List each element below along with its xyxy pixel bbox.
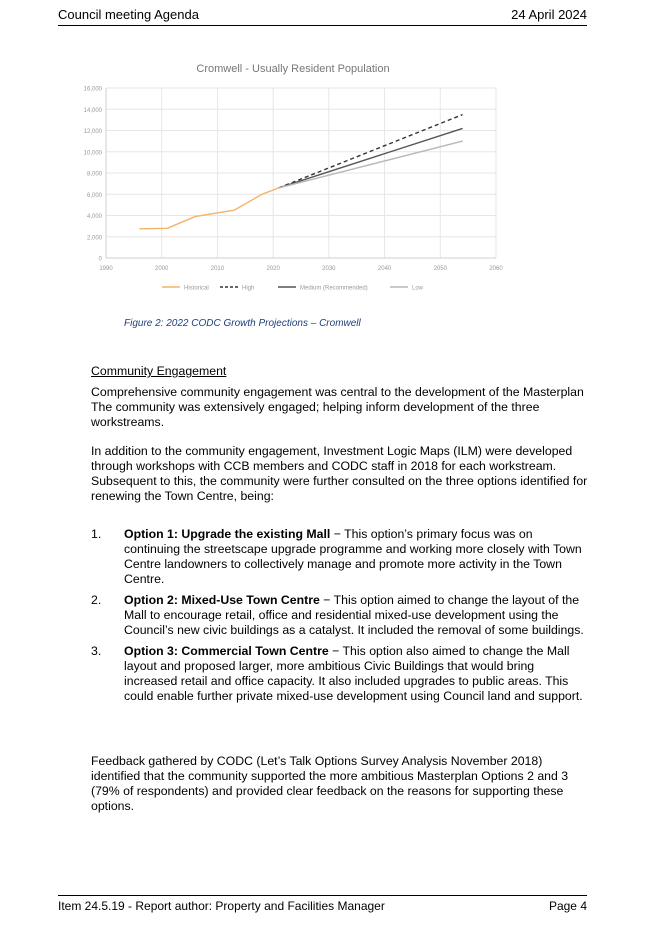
y-tick-label: 2,000 bbox=[86, 235, 102, 242]
x-tick-label: 2050 bbox=[433, 266, 447, 272]
y-tick-label: 4,000 bbox=[86, 214, 102, 220]
x-tick-label: 2000 bbox=[155, 266, 169, 272]
y-tick-label: 14,000 bbox=[83, 107, 102, 114]
section-heading: Community Engagement bbox=[91, 364, 227, 378]
list-number: 2. bbox=[91, 593, 102, 607]
figure-caption: Figure 2: 2022 CODC Growth Projections – Cromwell bbox=[124, 318, 361, 329]
list-item bbox=[91, 527, 588, 587]
y-tick-label: 0 bbox=[98, 256, 102, 263]
legend-label: Medium (Recommended) bbox=[300, 285, 368, 292]
population-chart bbox=[80, 55, 520, 300]
y-tick-label: 10,000 bbox=[83, 150, 102, 157]
x-tick-label: 2030 bbox=[322, 266, 336, 272]
chart-title: Cromwell - Usually Resident Population bbox=[196, 63, 390, 75]
paragraph-ilm: In addition to the community engagement, Investment Logic Maps (ILM) were developed through workshops with CCB members and CODC staff in 2018 for each workstream. Subsequent to this, the community were further consulted on the three options identified for renewing the Town Centre, being: bbox=[91, 444, 588, 503]
header-date: 24 April 2024 bbox=[511, 7, 587, 22]
footer-page: Page 4 bbox=[548, 899, 587, 913]
option-title: Option 2: Mixed-Use Town Centre bbox=[124, 593, 320, 607]
page-footer bbox=[58, 895, 587, 916]
page-header bbox=[58, 7, 587, 26]
y-tick-label: 16,000 bbox=[83, 86, 102, 93]
options-list bbox=[91, 527, 588, 710]
footer-item: Item 24.5.19 - Report author: Property and Facilities Manager bbox=[58, 899, 385, 913]
list-number: 3. bbox=[91, 644, 102, 658]
option-text: − This option aimed to change the layout of the Mall to encourage retail, office and residential mixed-use development using the Council’s new civic buildings as a catalyst. It included the removal of some buildings. bbox=[124, 593, 584, 637]
option-title: Option 3: Commercial Town Centre bbox=[124, 644, 329, 658]
list-item bbox=[91, 593, 588, 638]
list-number: 1. bbox=[91, 527, 102, 541]
y-tick-label: 12,000 bbox=[83, 129, 102, 135]
series-line-low bbox=[279, 141, 463, 188]
paragraph-engagement: Comprehensive community engagement was central to the development of the Masterplan The community was extensively engaged; helping inform development of the three workstreams. bbox=[91, 385, 584, 429]
paragraph-feedback: Feedback gathered by CODC (Let’s Talk Options Survey Analysis November 2018) identified that the community supported the more ambitious Masterplan Options 2 and 3 (79% of respondents) and provided clear feedback on the reasons for supporting these options. bbox=[91, 754, 569, 813]
list-item bbox=[91, 644, 588, 704]
x-tick-label: 1990 bbox=[99, 266, 113, 272]
option-text: − This option’s primary focus was on continuing the streetscape upgrade programme and working more closely with Town Centre landowners to collectively manage and promote more activity in the Town Centre. bbox=[124, 527, 582, 586]
series-line-medium-recommended bbox=[279, 128, 463, 188]
y-tick-label: 8,000 bbox=[86, 171, 102, 178]
option-text: − This option also aimed to change the Mall layout and proposed larger, more ambitious Civic Buildings that would bring increased retail and office capacity. It also included upgrades to public areas. This could enable further private mixed-use development using Council land and support. bbox=[124, 644, 583, 703]
y-tick-label: 6,000 bbox=[86, 192, 102, 199]
legend-label: Historical bbox=[184, 285, 209, 292]
legend-label: High bbox=[242, 285, 255, 292]
x-tick-label: 2010 bbox=[210, 266, 225, 272]
header-title: Council meeting Agenda bbox=[58, 7, 199, 22]
x-tick-label: 2060 bbox=[489, 266, 503, 272]
x-tick-label: 2020 bbox=[266, 266, 280, 272]
option-title: Option 1: Upgrade the existing Mall bbox=[124, 527, 331, 541]
x-tick-label: 2040 bbox=[377, 266, 392, 272]
legend-label: Low bbox=[412, 285, 424, 292]
